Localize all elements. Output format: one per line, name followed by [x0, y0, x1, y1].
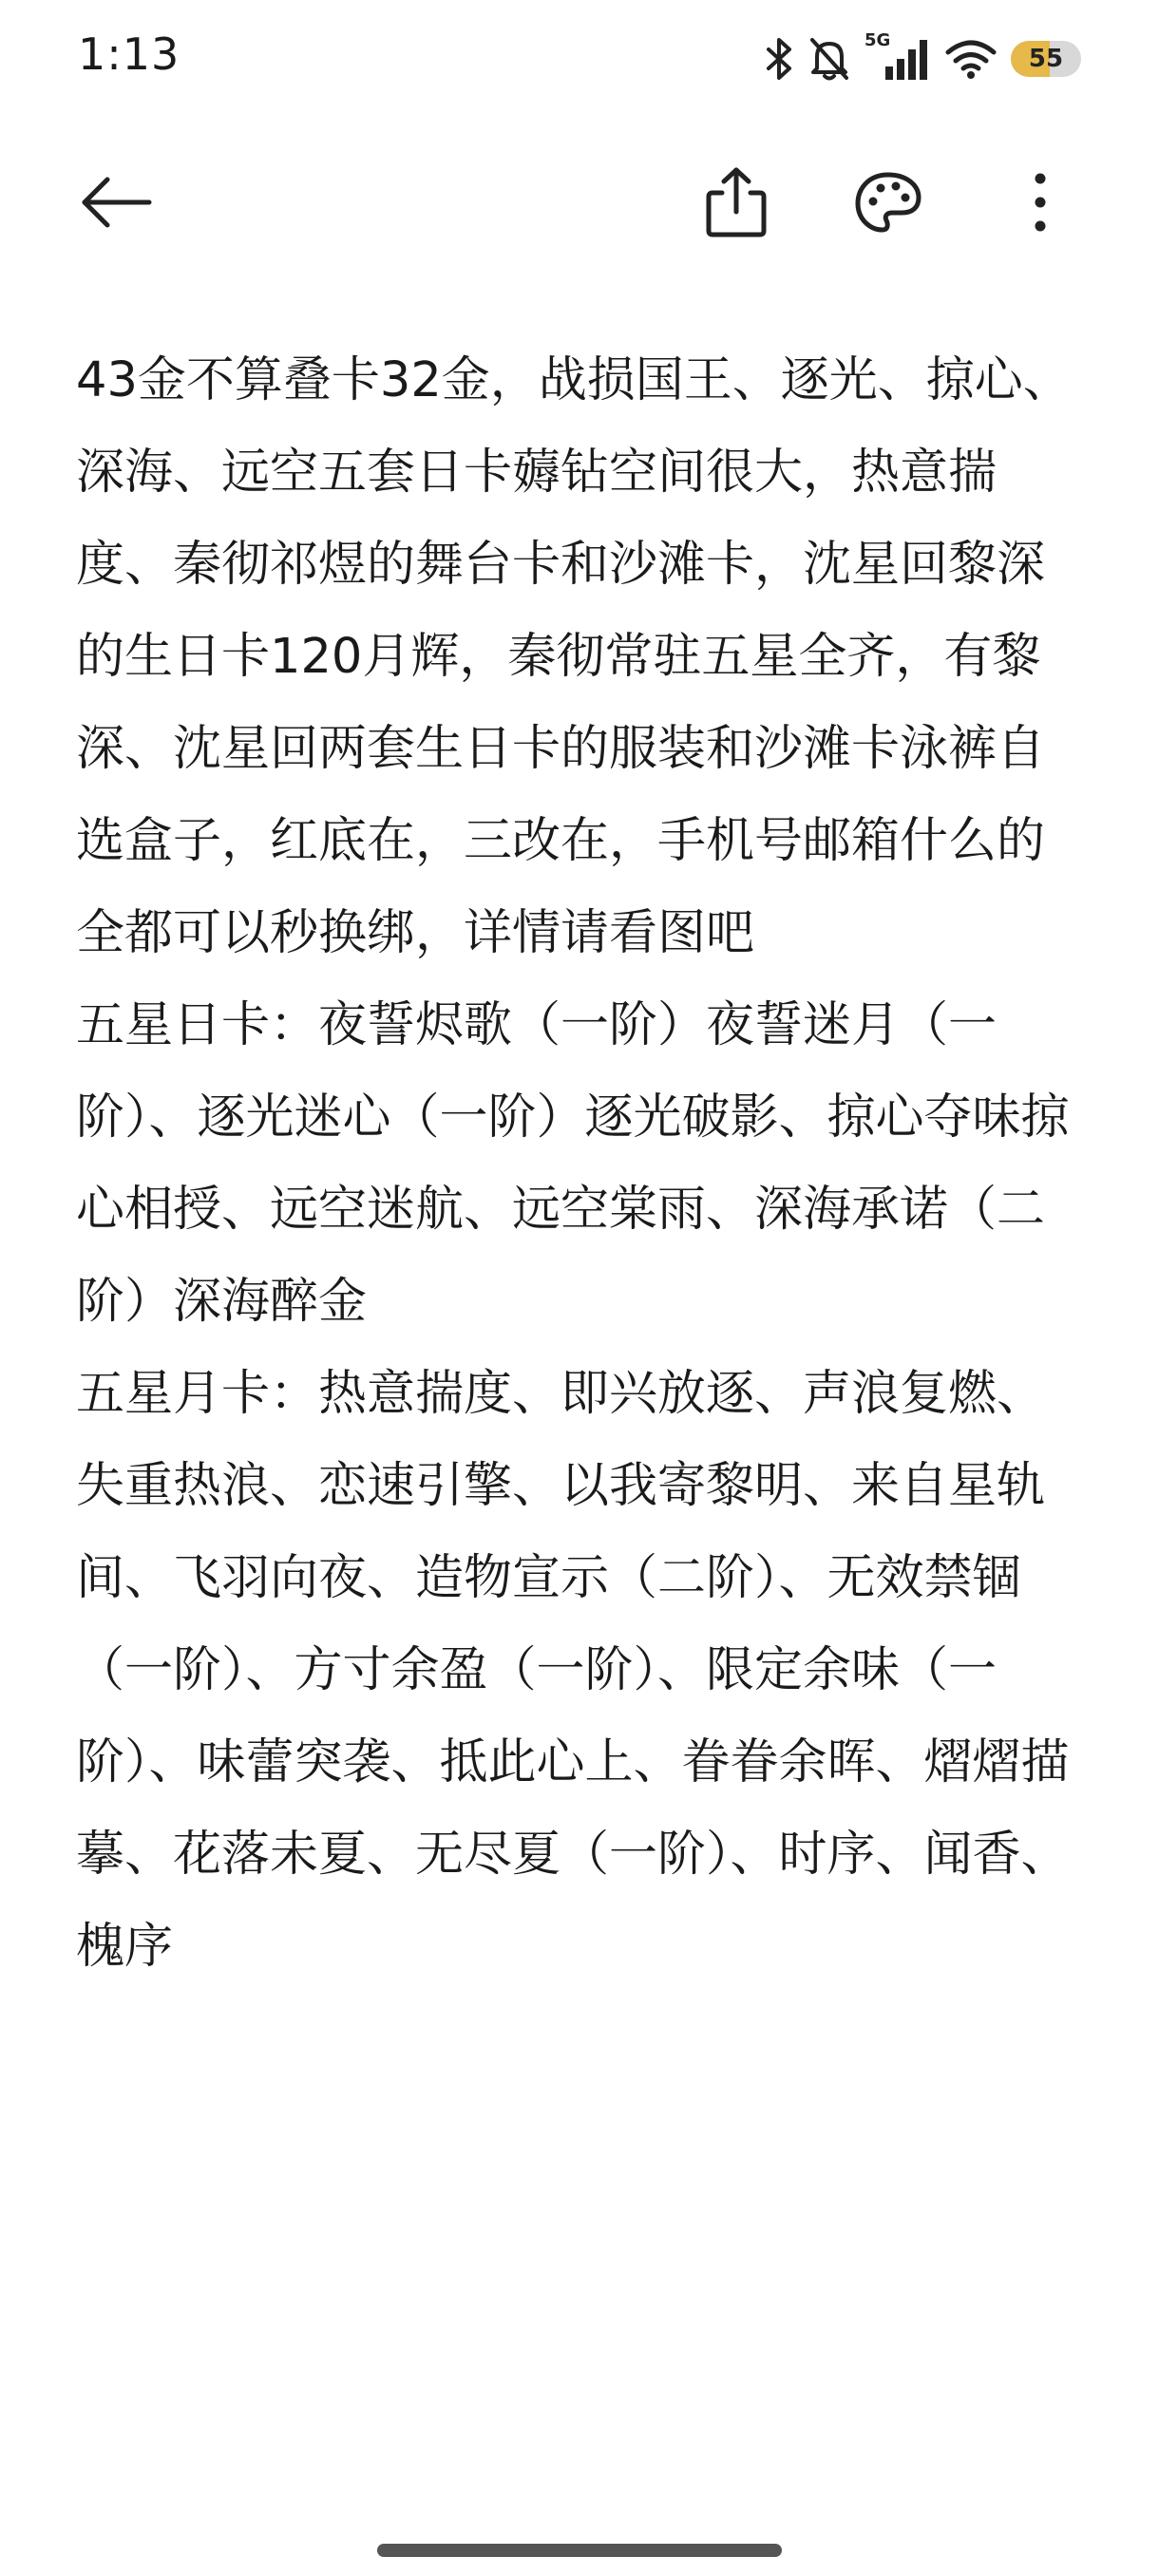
palette-icon: [852, 169, 924, 239]
note-paragraph: 43金不算叠卡32金，战损国王、逐光、掠心、深海、远空五套日卡薅钻空间很大，热意揣度、秦彻祁煜的舞台卡和沙滩卡，沈星回黎深的生日卡120月辉，秦彻常驻五星全齐，有黎深、沈星回两套生日卡的服装和沙滩卡泳裤自选盒子，红底在，三改在，手机号邮箱什么的全都可以秒换绑，详情请看图吧: [76, 352, 1072, 961]
more-vertical-icon: [1031, 169, 1050, 239]
signal-icon: [864, 30, 931, 84]
network-type-label: 5G: [864, 30, 891, 50]
status-bar: [0, 0, 1159, 123]
note-content[interactable]: [76, 334, 1089, 1993]
status-time: 1:13: [78, 28, 180, 80]
bell-off-icon: [808, 36, 851, 82]
more-options-button[interactable]: [998, 161, 1083, 247]
wifi-icon: [944, 37, 998, 81]
theme-button[interactable]: [846, 161, 931, 247]
back-arrow-icon: [79, 174, 155, 235]
note-paragraph: 五星月卡：热意揣度、即兴放逐、声浪复燃、失重热浪、恋速引擎、以我寄黎明、来自星轨间、飞羽向夜、造物宣示（二阶）、无效禁锢（一阶）、方寸余盈（一阶）、限定余味（一阶）、味蕾突袭、抵此心上、眷眷余晖、熠熠描摹、花落未夏、无尽夏（一阶）、时序、闻香、槐序: [76, 1366, 1070, 1975]
share-button[interactable]: [694, 161, 779, 247]
battery-icon: [1011, 41, 1081, 77]
share-icon: [703, 164, 770, 244]
home-indicator[interactable]: [377, 2544, 782, 2557]
top-toolbar: [0, 142, 1159, 266]
note-paragraph: 五星日卡：夜誓烬歌（一阶）夜誓迷月（一阶）、逐光迷心（一阶）逐光破影、掠心夺味掠心相授、远空迷航、远空棠雨、深海承诺（二阶）深海醉金: [76, 997, 1070, 1330]
battery-level: 55: [1028, 45, 1064, 73]
status-icons: [766, 32, 1081, 85]
back-button[interactable]: [74, 161, 160, 247]
bluetooth-icon: [766, 36, 794, 82]
